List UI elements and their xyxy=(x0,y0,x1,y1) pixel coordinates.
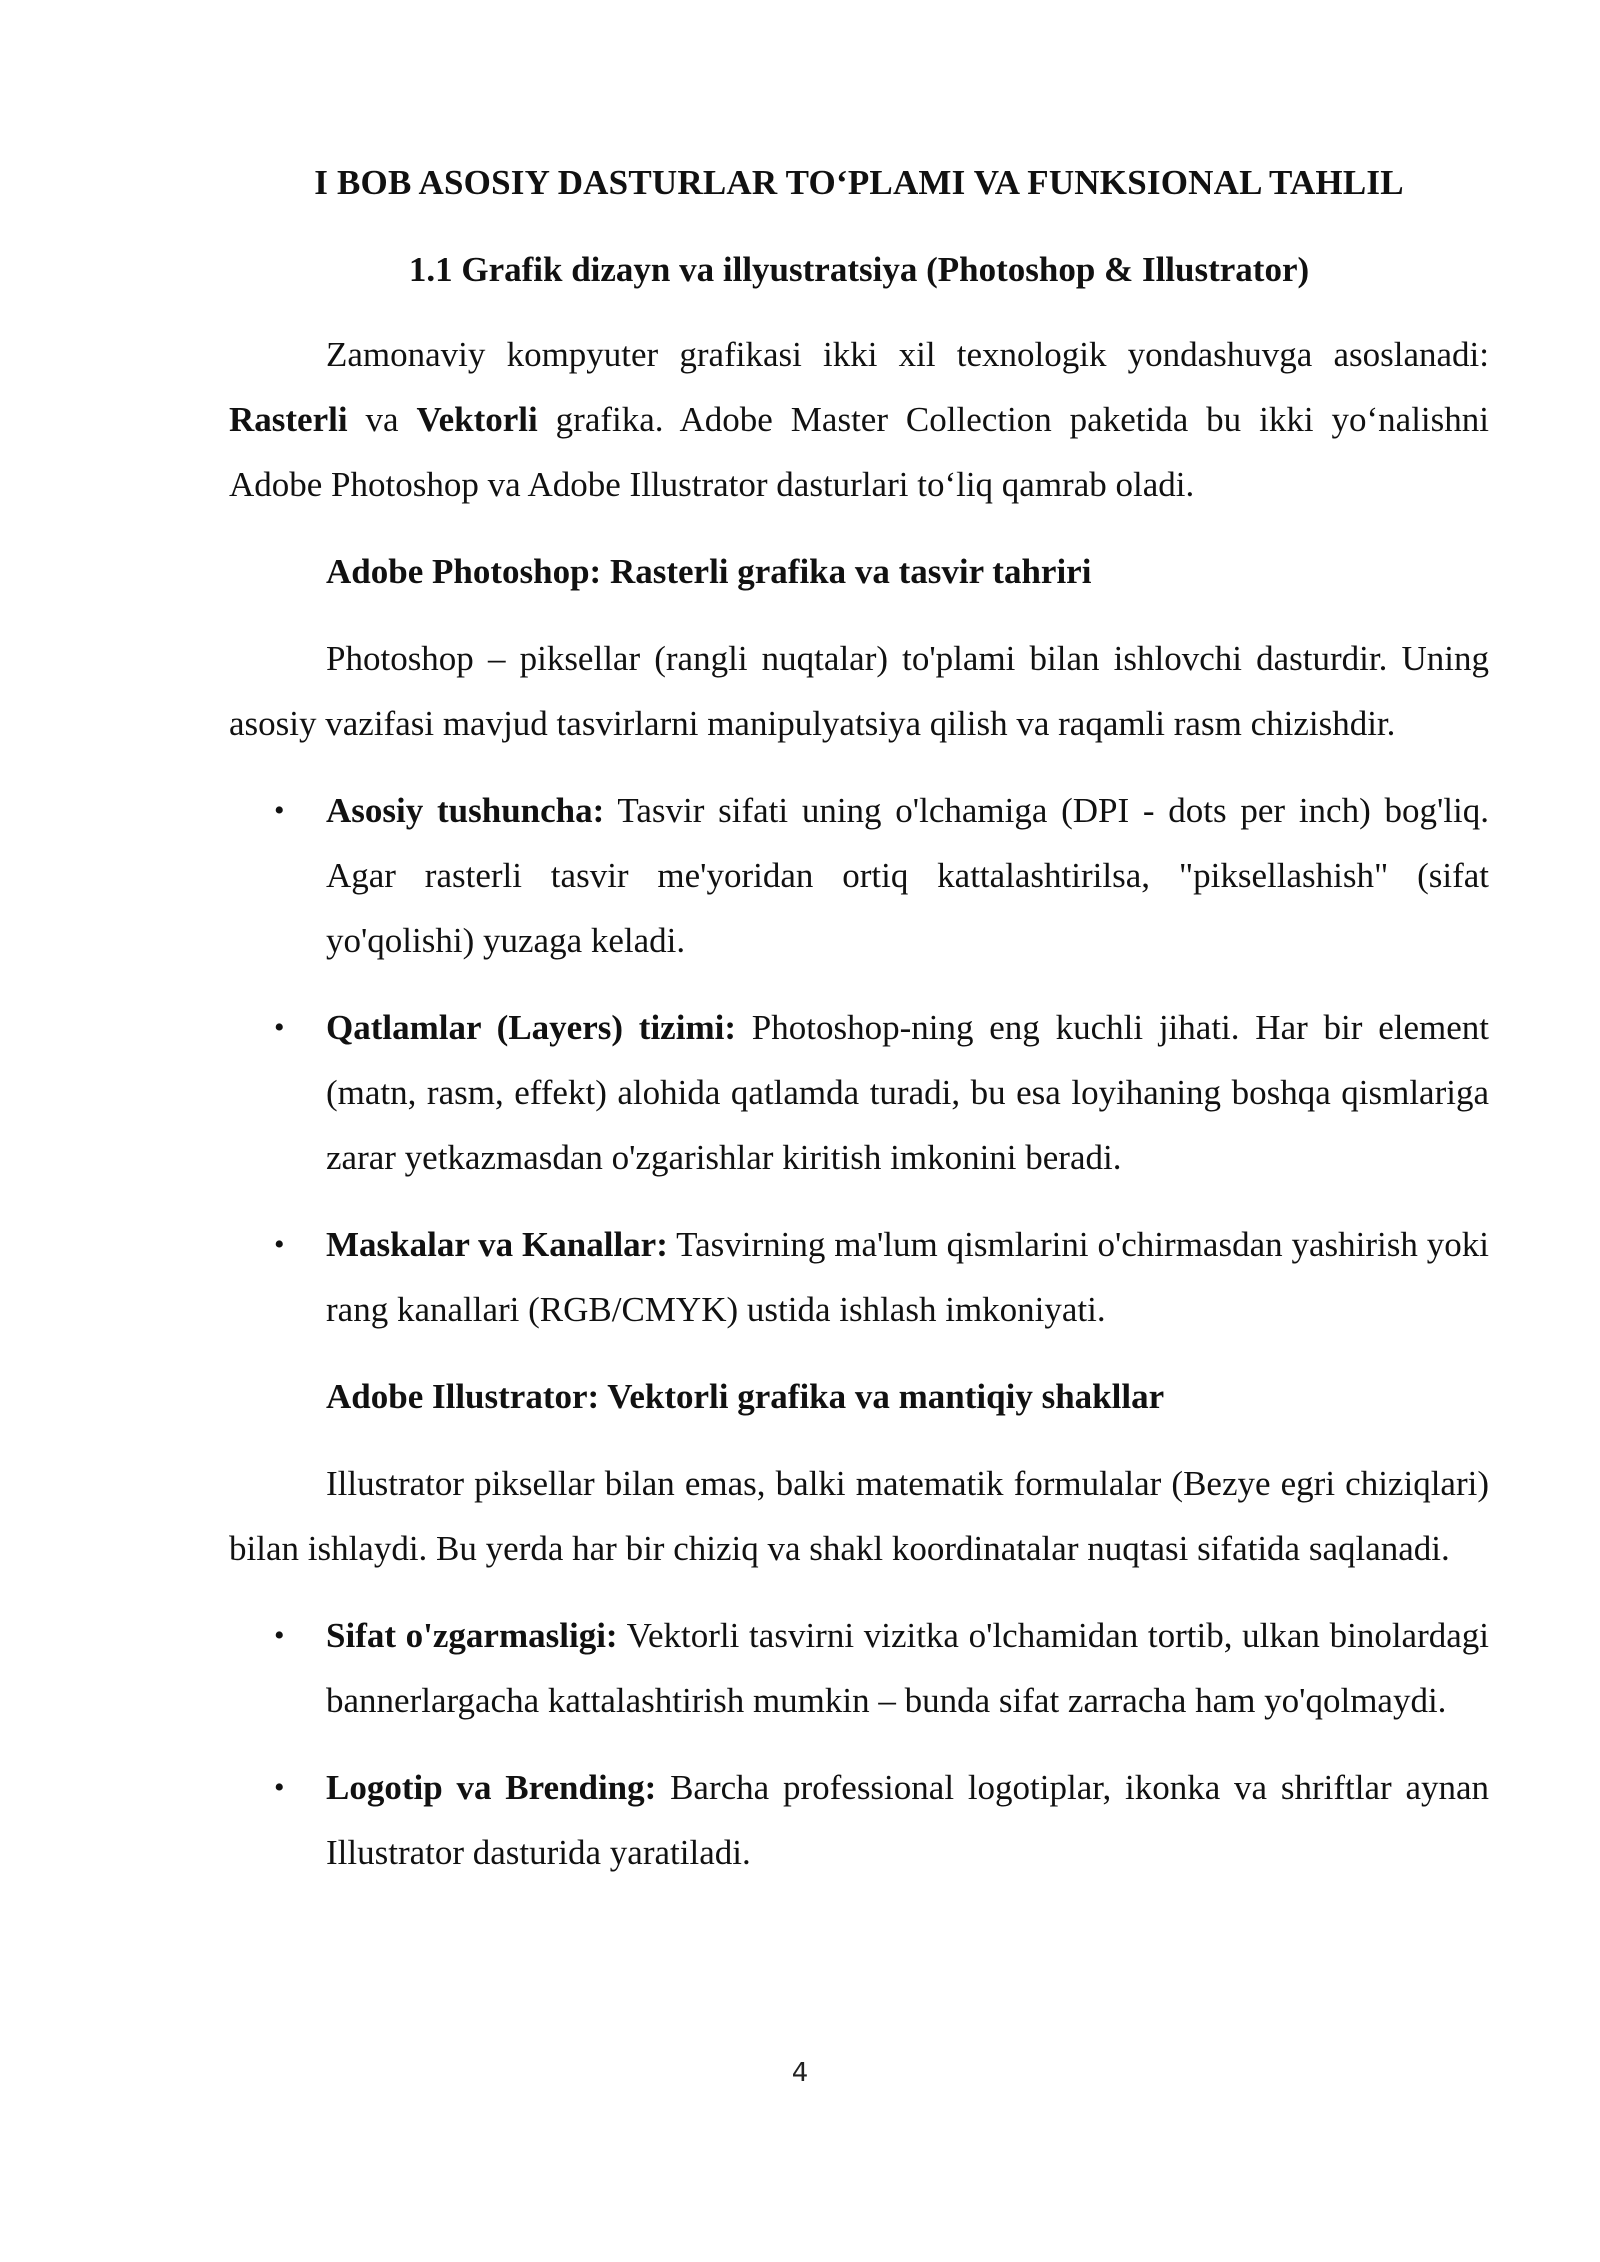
list-item xyxy=(274,778,1489,973)
photoshop-heading: Adobe Photoshop: Rasterli grafika va tasvir tahriri xyxy=(326,552,1092,591)
bullet-label: Qatlamlar (Layers) tizimi: xyxy=(326,1008,736,1047)
bullet-icon: • xyxy=(274,1619,285,1652)
page-number: 4 xyxy=(791,2058,809,2088)
bullet-text: Vektorli tasvirni vizitka o'lchamidan tortib, ulkan binolardagi bannerlargacha kattalashtirish mumkin – bunda sifat zarracha ham yo'qolmaydi. xyxy=(326,1616,1489,1720)
section-title: 1.1 Grafik dizayn va illyustratsiya (Photoshop & Illustrator) xyxy=(408,250,1310,289)
bullet-icon: • xyxy=(274,1771,285,1804)
photoshop-paragraph: Photoshop – piksellar (rangli nuqtalar) to'plami bilan ishlovchi dasturdir. Uning asosiy vazifasi mavjud tasvirlarni manipulyatsiya qilish va raqamli rasm chizishdir. xyxy=(229,639,1489,743)
bullet-label: Maskalar va Kanallar: xyxy=(326,1225,668,1264)
intro-bold-raster: Rasterli xyxy=(229,400,348,439)
illustrator-paragraph: Illustrator piksellar bilan emas, balki matematik formulalar (Bezye egri chiziqlari) bilan ishlaydi. Bu yerda har bir chiziq va shakl koordinatalar nuqtasi sifatida saqlanadi. xyxy=(229,1464,1489,1568)
bullet-label: Logotip va Brending: xyxy=(326,1768,657,1807)
intro-bold-vector: Vektorli xyxy=(416,400,538,439)
illustrator-bullet-list xyxy=(229,1603,1489,1885)
bullet-text: Photoshop-ning eng kuchli jihati. Har bir element (matn, rasm, effekt) alohida qatlamda turadi, bu esa loyihaning boshqa qismlariga zarar yetkazmasdan o'zgarishlar kiritish imkonini beradi. xyxy=(326,1008,1489,1177)
intro-text-2: va xyxy=(347,400,417,439)
bullet-text: Tasvirning ma'lum qismlarini o'chirmasdan yashirish yoki rang kanallari (RGB/CMYK) ustida ishlash imkoniyati. xyxy=(326,1225,1489,1329)
intro-text-3: grafika. Adobe Master Collection paketida bu ikki yo‘nalishni Adobe Photoshop va Adobe Illustrator dasturlari to‘liq qamrab oladi. xyxy=(229,400,1489,504)
bullet-text: Barcha professional logotiplar, ikonka va shriftlar aynan Illustrator dasturida yaratiladi. xyxy=(326,1768,1490,1872)
intro-paragraph xyxy=(229,322,1489,517)
illustrator-heading: Adobe Illustrator: Vektorli grafika va mantiqiy shakllar xyxy=(326,1377,1165,1416)
bullet-icon: • xyxy=(274,1228,285,1261)
list-item xyxy=(274,1603,1489,1733)
photoshop-bullet-list xyxy=(229,778,1489,1342)
intro-text-1: Zamonaviy kompyuter grafikasi ikki xil texnologik yondashuvga asoslanadi: xyxy=(326,335,1489,374)
bullet-label: Asosiy tushuncha: xyxy=(326,791,605,830)
list-item xyxy=(274,1212,1489,1342)
bullet-icon: • xyxy=(274,1011,285,1044)
bullet-label: Sifat o'zgarmasligi: xyxy=(326,1616,618,1655)
list-item xyxy=(274,1755,1490,1885)
bullet-text: Tasvir sifati uning o'lchamiga (DPI - dots per inch) bog'liq. Agar rasterli tasvir me'yoridan ortiq kattalashtirilsa, "piksellashish" (sifat yo'qolishi) yuzaga keladi. xyxy=(326,791,1489,960)
chapter-title: I BOB ASOSIY DASTURLAR TO‘PLAMI VA FUNKSIONAL TAHLIL xyxy=(314,163,1404,202)
bullet-icon: • xyxy=(274,794,285,827)
list-item xyxy=(274,995,1489,1190)
page-content xyxy=(229,150,1489,1907)
